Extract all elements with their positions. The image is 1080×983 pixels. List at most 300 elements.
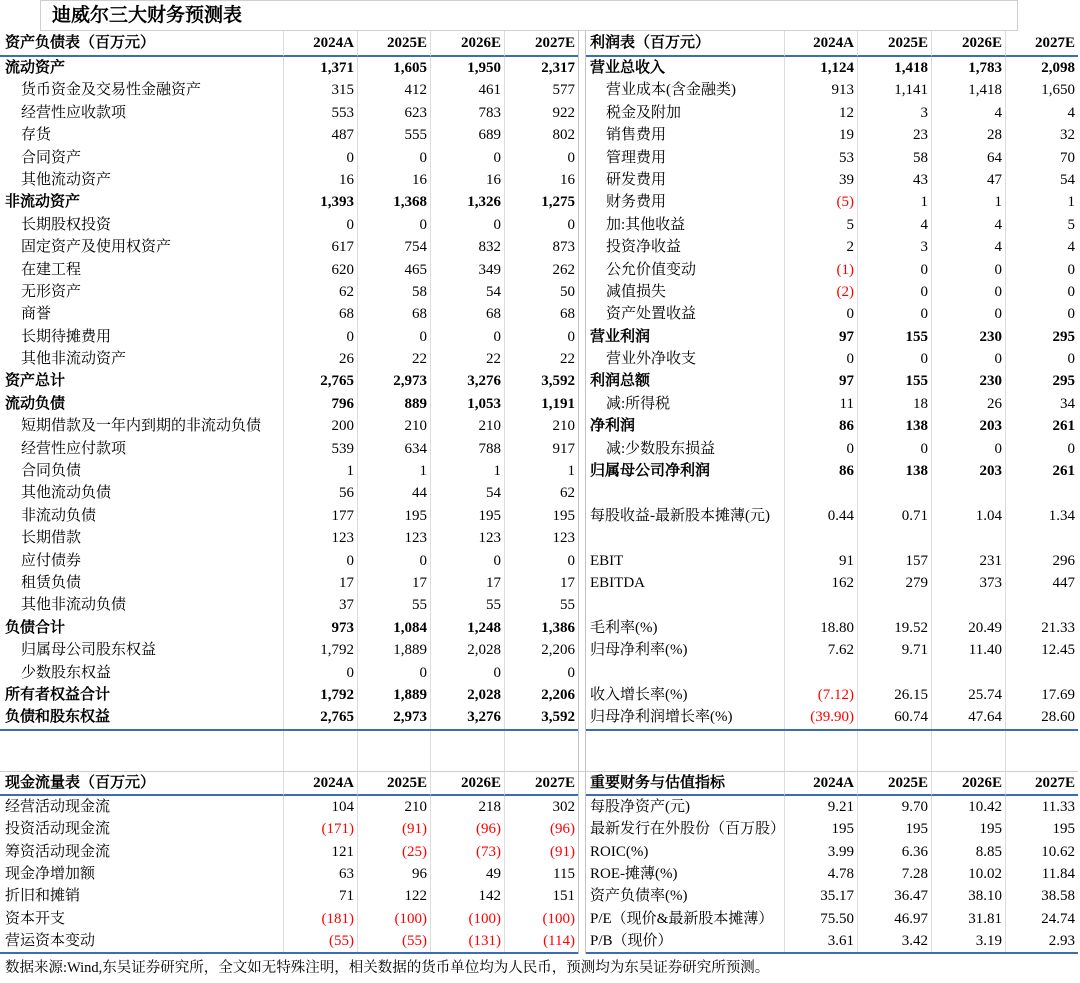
top-header-row — [0, 31, 1078, 57]
blue-rule-segment — [931, 952, 1005, 954]
table-gap — [578, 169, 586, 191]
income-statement-value-2027E: 261 — [1005, 415, 1078, 437]
balance-sheet-value-2026E: 0 — [430, 214, 504, 236]
balance-sheet-year-header: 2026E — [430, 31, 504, 57]
income-statement-value-2024A: (39.90) — [784, 706, 857, 728]
income-statement-value-2024A: 86 — [784, 460, 857, 482]
key-metrics-value-2025E: 46.97 — [857, 908, 931, 930]
income-statement-value-2027E: 12.45 — [1005, 639, 1078, 661]
balance-sheet-row-label: 资产总计 — [5, 373, 66, 390]
income-statement-row-label: 净利润 — [590, 418, 636, 435]
key-metrics-value-2025E: 6.36 — [857, 841, 931, 863]
table-gap — [578, 348, 586, 370]
income-statement-value-2027E — [1005, 594, 1078, 616]
balance-sheet-value-2024A: 177 — [283, 505, 357, 527]
balance-sheet-value-2024A: 68 — [283, 303, 357, 325]
income-statement-value-2026E: 20.49 — [931, 617, 1005, 639]
table-gap — [578, 236, 586, 258]
balance-sheet-value-2026E: 1,950 — [430, 57, 504, 79]
cash-flow-value-2026E: (96) — [430, 818, 504, 840]
income-statement-value-2024A: (1) — [784, 259, 857, 281]
income-statement-row-label: 营业外净收支 — [606, 351, 697, 368]
balance-sheet-value-2024A: 123 — [283, 527, 357, 549]
income-statement-value-2025E: 0 — [857, 438, 931, 460]
balance-sheet-value-2027E: 577 — [504, 79, 578, 101]
balance-sheet-value-2027E: 50 — [504, 281, 578, 303]
table-row — [0, 191, 1078, 213]
spacer-cell — [357, 731, 430, 751]
key-metrics-value-2026E: 31.81 — [931, 908, 1005, 930]
balance-sheet-value-2025E: 0 — [357, 147, 430, 169]
key-metrics-row-label: ROIC(%) — [590, 843, 649, 860]
table-gap — [578, 57, 586, 79]
key-metrics-value-2026E: 195 — [931, 818, 1005, 840]
income-statement-year-header: 2026E — [931, 31, 1005, 57]
table-row — [0, 818, 1078, 840]
income-statement-value-2026E: 230 — [931, 326, 1005, 348]
balance-sheet-value-2026E: 0 — [430, 326, 504, 348]
spacer-cell — [357, 751, 430, 771]
income-statement-value-2025E: 138 — [857, 415, 931, 437]
table-gap — [578, 662, 586, 684]
income-statement-value-2027E: 21.33 — [1005, 617, 1078, 639]
income-statement-row-label: 归母净利润增长率(%) — [590, 709, 733, 726]
key-metrics-year-header: 2024A — [784, 771, 857, 796]
cash-flow-value-2024A: 104 — [283, 796, 357, 818]
income-statement-value-2027E: 0 — [1005, 303, 1078, 325]
table-gap — [578, 796, 586, 818]
income-statement-value-2025E: 1 — [857, 191, 931, 213]
blue-rule-segment — [586, 952, 784, 954]
table-row — [0, 102, 1078, 124]
key-metrics-value-2025E: 7.28 — [857, 863, 931, 885]
income-statement-value-2027E — [1005, 662, 1078, 684]
balance-sheet-value-2025E: 16 — [357, 169, 430, 191]
income-statement-value-2024A: 91 — [784, 550, 857, 572]
table-row — [0, 617, 1078, 639]
cash-flow-value-2024A: 121 — [283, 841, 357, 863]
income-statement-value-2024A: 39 — [784, 169, 857, 191]
income-statement-value-2025E: 279 — [857, 572, 931, 594]
cash-flow-value-2027E: 302 — [504, 796, 578, 818]
income-statement-value-2025E: 0 — [857, 259, 931, 281]
income-statement-value-2024A: (2) — [784, 281, 857, 303]
income-statement-value-2024A: 0 — [784, 303, 857, 325]
balance-sheet-row-label: 其他非流动负债 — [21, 597, 127, 614]
cash-flow-value-2025E: (55) — [357, 930, 430, 952]
income-statement-row-label: 营业成本(含金融类) — [606, 82, 736, 99]
balance-sheet-value-2025E: 123 — [357, 527, 430, 549]
table-row — [0, 393, 1078, 415]
balance-sheet-value-2025E: 1 — [357, 460, 430, 482]
income-statement-value-2024A — [784, 594, 857, 616]
key-metrics-row-label: P/B（现价） — [590, 933, 673, 950]
income-statement-value-2027E: 261 — [1005, 460, 1078, 482]
income-statement-value-2025E: 1,141 — [857, 79, 931, 101]
balance-sheet-value-2026E: 0 — [430, 147, 504, 169]
income-statement-value-2027E: 0 — [1005, 281, 1078, 303]
balance-sheet-row-label: 长期股权投资 — [21, 216, 112, 233]
cash-flow-value-2024A: 63 — [283, 863, 357, 885]
table-row — [0, 639, 1078, 661]
balance-sheet-value-2024A: 539 — [283, 438, 357, 460]
cash-flow-value-2026E: (131) — [430, 930, 504, 952]
income-statement-value-2027E: 0 — [1005, 438, 1078, 460]
income-statement-row-label: 研发费用 — [606, 171, 667, 188]
table-gap — [578, 527, 586, 549]
cash-flow-value-2027E: 115 — [504, 863, 578, 885]
income-statement-value-2026E — [931, 594, 1005, 616]
balance-sheet-row-label: 租赁负债 — [21, 574, 82, 591]
income-statement-value-2024A: 19 — [784, 124, 857, 146]
cash-flow-row-label: 营运资本变动 — [5, 933, 96, 950]
income-statement-value-2025E — [857, 594, 931, 616]
income-statement-value-2025E: 157 — [857, 550, 931, 572]
key-metrics-value-2024A: 4.78 — [784, 863, 857, 885]
income-statement-value-2024A: 0 — [784, 438, 857, 460]
balance-sheet-year-header: 2024A — [283, 31, 357, 57]
income-statement-row-label: 营业总收入 — [590, 60, 666, 76]
income-statement-value-2027E — [1005, 482, 1078, 504]
income-statement-value-2025E: 0 — [857, 303, 931, 325]
balance-sheet-value-2027E: 22 — [504, 348, 578, 370]
key-metrics-year-header: 2027E — [1005, 771, 1078, 796]
table-gap — [578, 572, 586, 594]
balance-sheet-value-2026E: 3,276 — [430, 706, 504, 728]
balance-sheet-row-label: 货币资金及交易性金融资产 — [21, 82, 202, 99]
key-metrics-value-2026E: 8.85 — [931, 841, 1005, 863]
balance-sheet-value-2025E: 0 — [357, 214, 430, 236]
income-statement-value-2025E: 58 — [857, 147, 931, 169]
spacer-cell — [504, 751, 578, 771]
balance-sheet-value-2025E: 2,973 — [357, 706, 430, 728]
balance-sheet-value-2026E: 1,326 — [430, 191, 504, 213]
key-metrics-row-label: 最新发行在外股份（百万股） — [590, 821, 786, 838]
spacer-cell — [0, 751, 283, 771]
balance-sheet-row-label: 负债和股东权益 — [5, 709, 111, 726]
balance-sheet-value-2024A: 62 — [283, 281, 357, 303]
spacer-cell — [857, 751, 931, 771]
balance-sheet-value-2027E: 262 — [504, 259, 578, 281]
income-statement-value-2024A: 162 — [784, 572, 857, 594]
balance-sheet-value-2027E: 17 — [504, 572, 578, 594]
balance-sheet-row-label: 长期待摊费用 — [21, 328, 112, 345]
balance-sheet-row-label: 流动资产 — [5, 60, 66, 76]
income-statement-value-2026E: 64 — [931, 147, 1005, 169]
spacer-cell — [1005, 731, 1078, 751]
income-statement-row-label: 每股收益-最新股本摊薄(元) — [590, 507, 770, 524]
income-statement-value-2024A — [784, 482, 857, 504]
income-statement-row-label: 财务费用 — [606, 194, 667, 211]
income-statement-row-label — [586, 527, 784, 549]
income-statement-value-2025E: 0.71 — [857, 505, 931, 527]
balance-sheet-value-2025E: 22 — [357, 348, 430, 370]
balance-sheet-value-2027E: 2,206 — [504, 684, 578, 706]
income-statement-value-2026E: 4 — [931, 236, 1005, 258]
blue-rule-segment — [357, 952, 430, 954]
balance-sheet-value-2027E: 1,386 — [504, 617, 578, 639]
cash-flow-row-label: 经营活动现金流 — [5, 798, 111, 815]
table-row — [0, 841, 1078, 863]
table-gap — [578, 370, 586, 392]
spacer-cell — [283, 751, 357, 771]
balance-sheet-value-2026E: 461 — [430, 79, 504, 101]
cash-flow-value-2024A: (171) — [283, 818, 357, 840]
table-gap — [578, 818, 586, 840]
table-row — [0, 147, 1078, 169]
balance-sheet-row-label: 少数股东权益 — [21, 664, 112, 681]
income-statement-value-2024A: 1,124 — [784, 57, 857, 79]
income-statement-row-label: 税金及附加 — [606, 104, 682, 121]
key-metrics-value-2024A: 9.21 — [784, 796, 857, 818]
income-statement-value-2026E — [931, 482, 1005, 504]
balance-sheet-value-2027E: 1 — [504, 460, 578, 482]
table-row — [0, 908, 1078, 930]
table-row — [0, 885, 1078, 907]
income-statement-value-2027E: 1 — [1005, 191, 1078, 213]
cash-flow-value-2025E: (100) — [357, 908, 430, 930]
blue-rule-segment — [283, 952, 357, 954]
key-metrics-value-2027E: 24.74 — [1005, 908, 1078, 930]
income-statement-title: 利润表（百万元） — [586, 31, 784, 57]
income-statement-value-2024A: 0 — [784, 348, 857, 370]
income-statement-value-2026E: 0 — [931, 303, 1005, 325]
income-statement-value-2025E: 155 — [857, 326, 931, 348]
cash-flow-year-header: 2025E — [357, 771, 430, 796]
key-metrics-value-2027E: 11.33 — [1005, 796, 1078, 818]
spacer-row — [0, 731, 1078, 751]
income-statement-value-2025E: 18 — [857, 393, 931, 415]
income-statement-row-label: 毛利率(%) — [590, 619, 658, 636]
income-statement-row-label — [586, 594, 784, 616]
table-row — [0, 438, 1078, 460]
balance-sheet-value-2027E: 55 — [504, 594, 578, 616]
income-statement-value-2026E: 4 — [931, 214, 1005, 236]
table-gap — [578, 863, 586, 885]
balance-sheet-value-2026E: 2,028 — [430, 639, 504, 661]
balance-sheet-value-2026E: 210 — [430, 415, 504, 437]
table-gap — [578, 885, 586, 907]
table-gap — [578, 684, 586, 706]
income-statement-value-2024A: 913 — [784, 79, 857, 101]
balance-sheet-value-2027E: 210 — [504, 415, 578, 437]
cash-flow-year-header: 2026E — [430, 771, 504, 796]
balance-sheet-value-2027E: 873 — [504, 236, 578, 258]
income-statement-row-label: 减:少数股东损益 — [606, 440, 716, 457]
income-statement-value-2026E — [931, 662, 1005, 684]
balance-sheet-value-2027E: 1,275 — [504, 191, 578, 213]
table-row — [0, 505, 1078, 527]
key-metrics-row-label: P/E（现价&最新股本摊薄） — [590, 910, 774, 927]
balance-sheet-value-2026E: 3,276 — [430, 370, 504, 392]
income-statement-row-label — [586, 482, 784, 504]
spacer-cell — [0, 731, 283, 751]
balance-sheet-value-2024A: 617 — [283, 236, 357, 258]
balance-sheet-value-2026E: 1,248 — [430, 617, 504, 639]
table-gap — [578, 482, 586, 504]
balance-sheet-value-2025E: 44 — [357, 482, 430, 504]
cash-flow-value-2026E: 142 — [430, 885, 504, 907]
blue-rule — [0, 952, 1078, 954]
income-statement-year-header: 2025E — [857, 31, 931, 57]
balance-sheet-value-2026E: 54 — [430, 482, 504, 504]
bottom-header-row — [0, 771, 1078, 796]
income-statement-value-2026E: 47 — [931, 169, 1005, 191]
balance-sheet-value-2025E: 0 — [357, 326, 430, 348]
balance-sheet-value-2025E: 1,605 — [357, 57, 430, 79]
key-metrics-year-header: 2026E — [931, 771, 1005, 796]
spacer-cell — [283, 731, 357, 751]
balance-sheet-value-2025E: 1,889 — [357, 684, 430, 706]
balance-sheet-value-2025E: 412 — [357, 79, 430, 101]
income-statement-row-label: 减:所得税 — [606, 395, 671, 412]
income-statement-value-2027E: 0 — [1005, 259, 1078, 281]
key-metrics-value-2027E: 2.93 — [1005, 930, 1078, 952]
balance-sheet-value-2026E: 832 — [430, 236, 504, 258]
spacer-cell — [931, 751, 1005, 771]
income-statement-value-2025E: 155 — [857, 370, 931, 392]
source-note: 数据来源:Wind,东吴证券研究所，全文如无特殊注明，相关数据的货币单位均为人民币，预测均为东吴证券研究所预测。 — [5, 960, 770, 976]
table-row — [0, 415, 1078, 437]
balance-sheet-row-label: 负债合计 — [5, 619, 66, 636]
balance-sheet-value-2025E: 1,368 — [357, 191, 430, 213]
balance-sheet-row-label: 经营性应付款项 — [21, 440, 127, 457]
income-statement-value-2026E: 1,783 — [931, 57, 1005, 79]
balance-sheet-value-2026E: 123 — [430, 527, 504, 549]
key-metrics-row-label: 资产负债率(%) — [590, 888, 688, 905]
cash-flow-value-2027E: (100) — [504, 908, 578, 930]
key-metrics-value-2025E: 195 — [857, 818, 931, 840]
balance-sheet-year-header: 2027E — [504, 31, 578, 57]
income-statement-value-2024A: 97 — [784, 370, 857, 392]
key-metrics-value-2024A: 3.99 — [784, 841, 857, 863]
balance-sheet-value-2024A: 16 — [283, 169, 357, 191]
balance-sheet-year-header: 2025E — [357, 31, 430, 57]
spacer-cell — [931, 731, 1005, 751]
key-metrics-value-2026E: 3.19 — [931, 930, 1005, 952]
bottom-table-body — [0, 796, 1078, 953]
balance-sheet-value-2024A: 1 — [283, 460, 357, 482]
table-gap — [578, 259, 586, 281]
income-statement-value-2027E: 28.60 — [1005, 706, 1078, 728]
income-statement-row-label: 销售费用 — [606, 127, 667, 144]
balance-sheet-value-2026E: 16 — [430, 169, 504, 191]
balance-sheet-value-2026E: 349 — [430, 259, 504, 281]
key-metrics-value-2027E: 10.62 — [1005, 841, 1078, 863]
spacer-cell — [504, 731, 578, 751]
income-statement-value-2024A: 86 — [784, 415, 857, 437]
income-statement-value-2024A: (7.12) — [784, 684, 857, 706]
balance-sheet-value-2026E: 22 — [430, 348, 504, 370]
income-statement-value-2027E: 2,098 — [1005, 57, 1078, 79]
cash-flow-row-label: 投资活动现金流 — [5, 821, 111, 838]
balance-sheet-value-2024A: 0 — [283, 326, 357, 348]
income-statement-year-header: 2027E — [1005, 31, 1078, 57]
balance-sheet-value-2024A: 0 — [283, 147, 357, 169]
cash-flow-value-2025E: (91) — [357, 818, 430, 840]
balance-sheet-value-2026E: 195 — [430, 505, 504, 527]
income-statement-value-2027E — [1005, 527, 1078, 549]
income-statement-value-2026E: 1,418 — [931, 79, 1005, 101]
table-gap — [578, 460, 586, 482]
income-statement-value-2026E: 11.40 — [931, 639, 1005, 661]
table-gap — [578, 841, 586, 863]
balance-sheet-value-2027E: 16 — [504, 169, 578, 191]
income-statement-value-2027E: 1,650 — [1005, 79, 1078, 101]
balance-sheet-value-2026E: 68 — [430, 303, 504, 325]
balance-sheet-value-2026E: 1 — [430, 460, 504, 482]
balance-sheet-row-label: 无形资产 — [21, 283, 82, 300]
cash-flow-value-2026E: 218 — [430, 796, 504, 818]
balance-sheet-value-2026E: 788 — [430, 438, 504, 460]
income-statement-value-2026E: 0 — [931, 281, 1005, 303]
income-statement-value-2024A: (5) — [784, 191, 857, 213]
cash-flow-value-2026E: (73) — [430, 841, 504, 863]
balance-sheet-row-label: 流动负债 — [5, 395, 66, 412]
table-gap — [578, 706, 586, 728]
key-metrics-value-2025E: 36.47 — [857, 885, 931, 907]
table-gap — [578, 79, 586, 101]
table-row — [0, 594, 1078, 616]
title-box — [40, 0, 1018, 31]
cash-flow-value-2024A: 71 — [283, 885, 357, 907]
table-row — [0, 169, 1078, 191]
balance-sheet-value-2024A: 1,792 — [283, 684, 357, 706]
cash-flow-value-2025E: 122 — [357, 885, 430, 907]
key-metrics-value-2026E: 10.02 — [931, 863, 1005, 885]
table-row — [0, 796, 1078, 818]
income-statement-value-2024A — [784, 662, 857, 684]
table-gap — [578, 326, 586, 348]
balance-sheet-value-2025E: 555 — [357, 124, 430, 146]
balance-sheet-value-2024A: 17 — [283, 572, 357, 594]
table-gap — [578, 415, 586, 437]
income-statement-value-2025E: 0 — [857, 281, 931, 303]
income-statement-value-2025E: 4 — [857, 214, 931, 236]
key-metrics-value-2025E: 9.70 — [857, 796, 931, 818]
key-metrics-value-2027E: 11.84 — [1005, 863, 1078, 885]
balance-sheet-value-2025E: 0 — [357, 550, 430, 572]
balance-sheet-value-2024A: 56 — [283, 482, 357, 504]
income-statement-value-2025E: 23 — [857, 124, 931, 146]
balance-sheet-row-label: 非流动资产 — [5, 194, 81, 211]
income-statement-value-2025E: 26.15 — [857, 684, 931, 706]
income-statement-row-label: 收入增长率(%) — [590, 686, 688, 703]
balance-sheet-value-2027E: 0 — [504, 326, 578, 348]
income-statement-value-2024A: 5 — [784, 214, 857, 236]
income-statement-row-label: 营业利润 — [590, 328, 651, 345]
balance-sheet-row-label: 应付债券 — [21, 552, 82, 569]
cash-flow-row-label: 现金净增加额 — [5, 865, 96, 882]
balance-sheet-value-2025E: 634 — [357, 438, 430, 460]
balance-sheet-value-2026E: 0 — [430, 550, 504, 572]
balance-sheet-value-2026E: 2,028 — [430, 684, 504, 706]
balance-sheet-row-label: 在建工程 — [21, 261, 82, 278]
balance-sheet-value-2024A: 553 — [283, 102, 357, 124]
income-statement-row-label: 管理费用 — [606, 149, 667, 166]
table-gap — [578, 550, 586, 572]
table-gap — [578, 214, 586, 236]
income-statement-value-2027E: 32 — [1005, 124, 1078, 146]
balance-sheet-value-2025E: 1,084 — [357, 617, 430, 639]
income-statement-value-2027E: 70 — [1005, 147, 1078, 169]
cash-flow-value-2027E: (96) — [504, 818, 578, 840]
balance-sheet-value-2024A: 2,765 — [283, 706, 357, 728]
balance-sheet-value-2024A: 0 — [283, 214, 357, 236]
income-statement-year-header: 2024A — [784, 31, 857, 57]
income-statement-value-2026E: 0 — [931, 259, 1005, 281]
cash-flow-value-2026E: (100) — [430, 908, 504, 930]
